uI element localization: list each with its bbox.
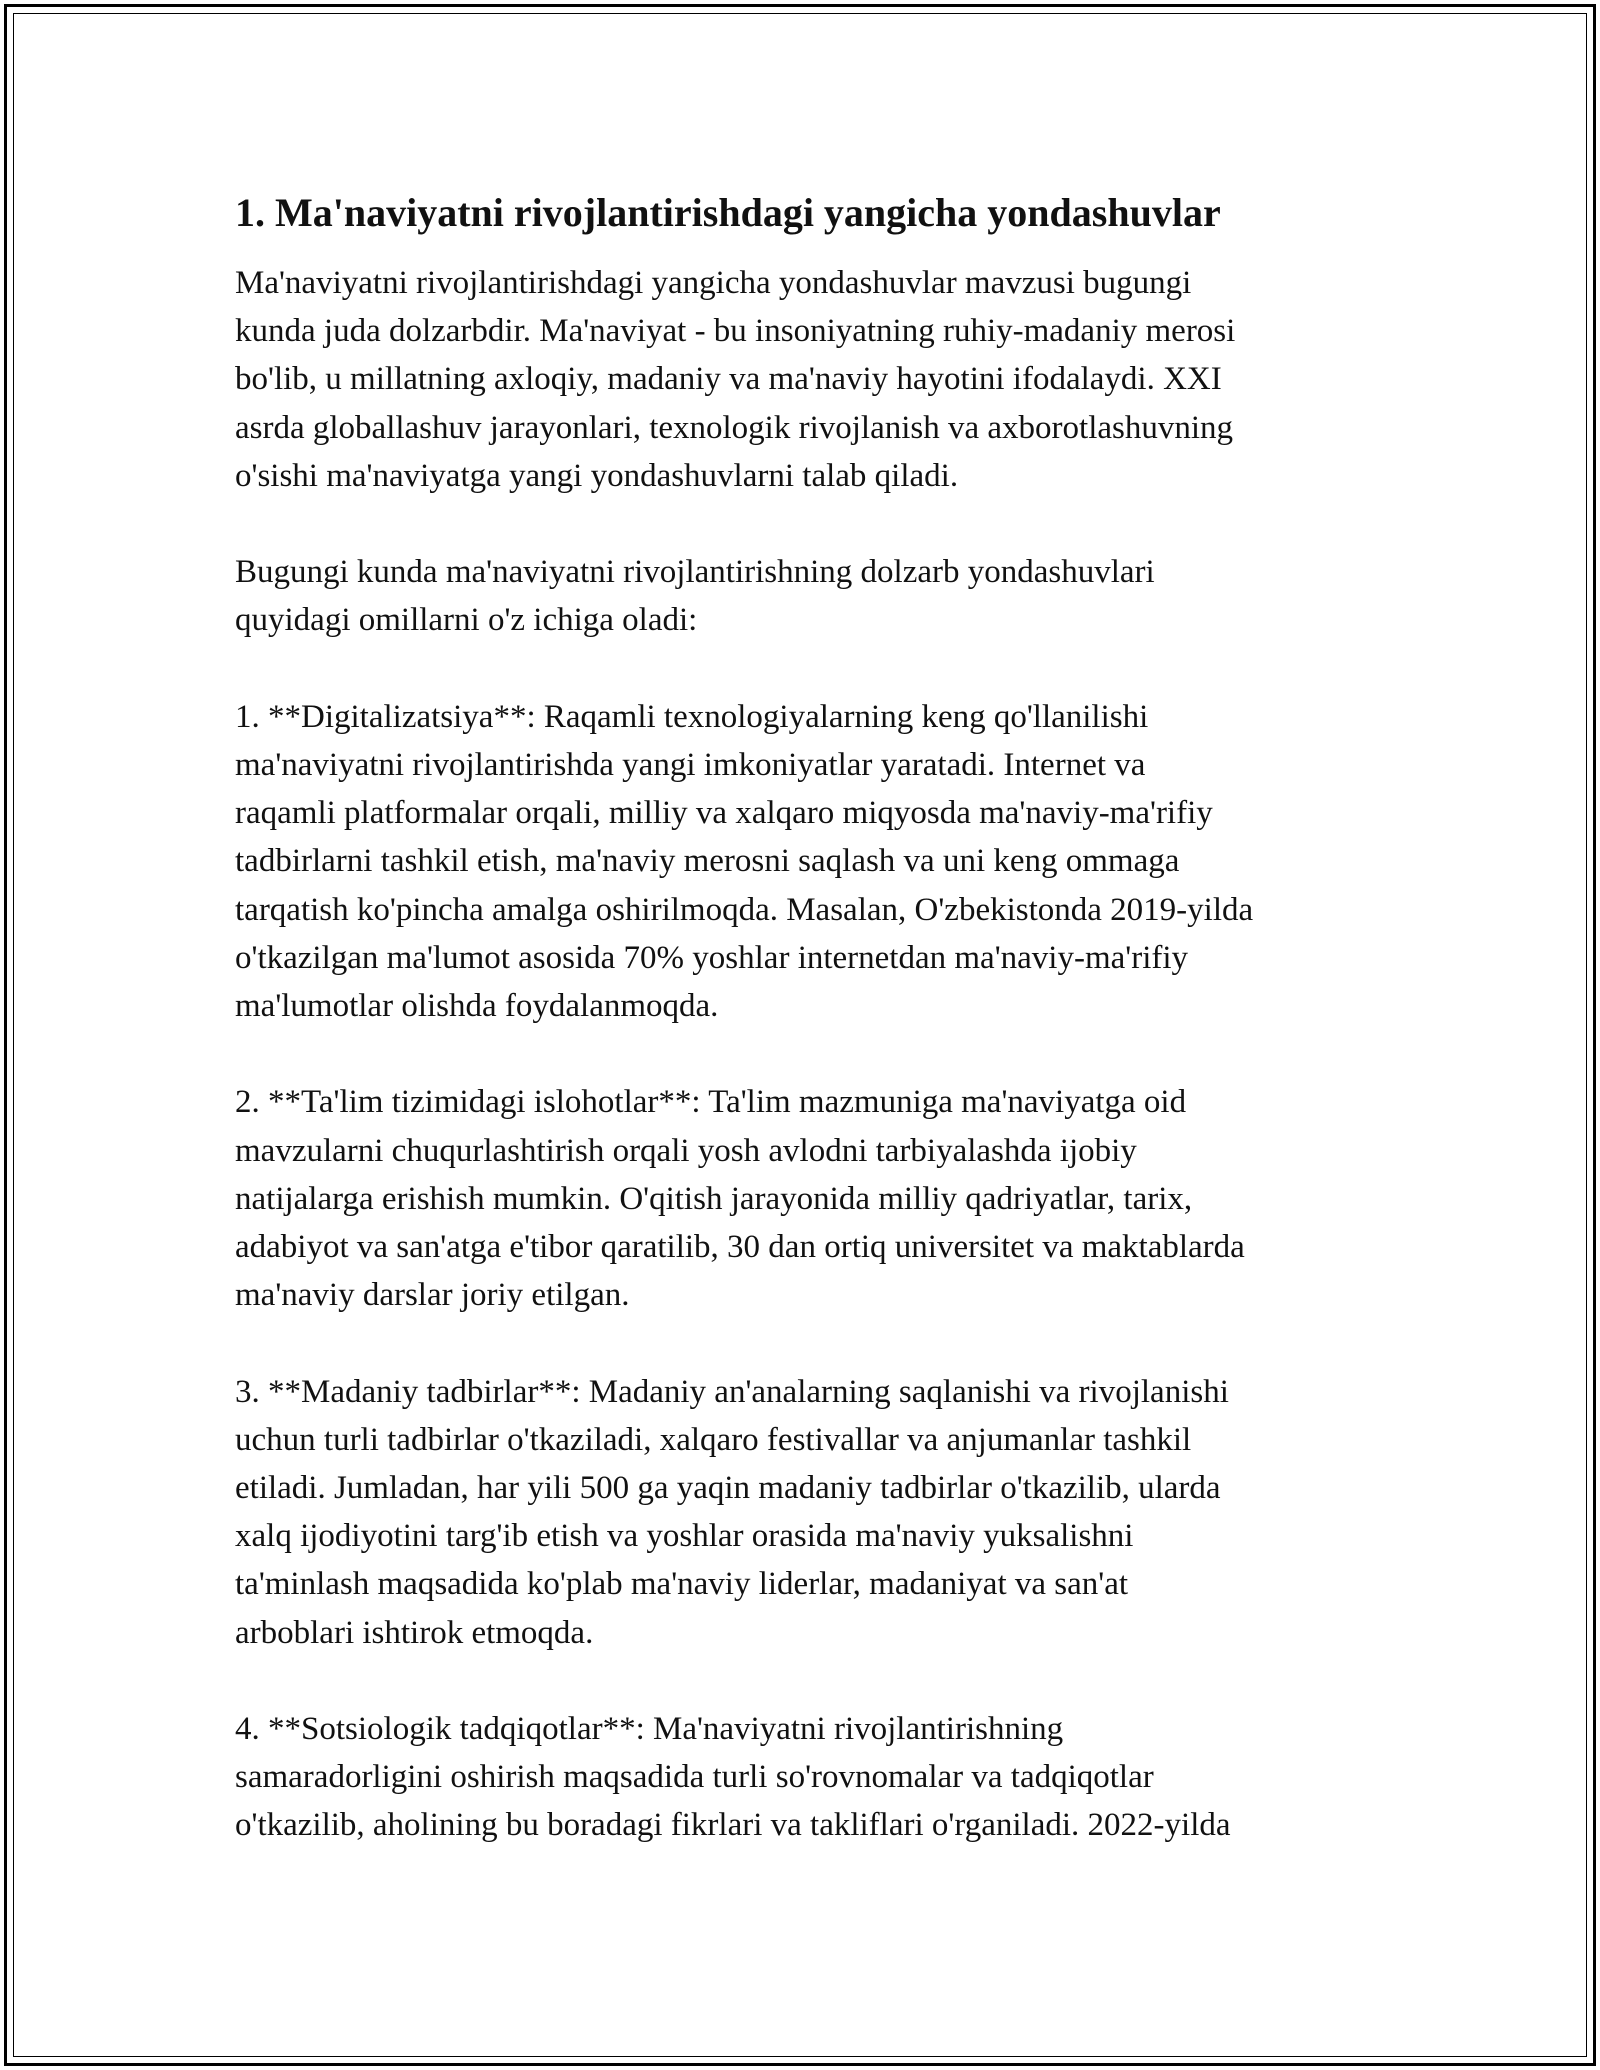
- intro-paragraph: [235, 259, 1395, 500]
- lead-in-paragraph: [235, 548, 1395, 644]
- text-line: ma'naviy darslar joriy etilgan.: [235, 1277, 630, 1314]
- text-line: quyidagi omillarni o'z ichiga oladi:: [235, 602, 698, 639]
- document-body: [235, 185, 1395, 1898]
- text-line: raqamli platformalar orqali, milliy va xalqaro miqyosda ma'naviy-ma'rifiy: [235, 795, 1213, 832]
- list-item-digitalization: [235, 693, 1395, 1030]
- text-line: tarqatish ko'pincha amalga oshirilmoqda. Masalan, O'zbekistonda 2019-yilda: [235, 891, 1254, 928]
- text-line: 2. **Ta'lim tizimidagi islohotlar**: Ta'lim mazmuniga ma'naviyatga oid: [235, 1084, 1187, 1121]
- text-line: samaradorligini oshirish maqsadida turli so'rovnomalar va tadqiqotlar: [235, 1759, 1154, 1796]
- text-line: 3. **Madaniy tadbirlar**: Madaniy an'analarning saqlanishi va rivojlanishi: [235, 1373, 1229, 1410]
- text-line: ta'minlash maqsadida ko'plab ma'naviy liderlar, madaniyat va san'at: [235, 1566, 1129, 1603]
- text-line: uchun turli tadbirlar o'tkaziladi, xalqaro festivallar va anjumanlar tashkil: [235, 1421, 1192, 1458]
- text-line: mavzularni chuqurlashtirish orqali yosh avlodni tarbiyalashda ijobiy: [235, 1132, 1137, 1169]
- list-item-cultural-events: [235, 1368, 1395, 1657]
- text-line: adabiyot va san'atga e'tibor qaratilib, 30 dan ortiq universitet va maktablarda: [235, 1229, 1245, 1266]
- text-line: 4. **Sotsiologik tadqiqotlar**: Ma'naviyatni rivojlantirishning: [235, 1711, 1064, 1748]
- text-line: etiladi. Jumladan, har yili 500 ga yaqin madaniy tadbirlar o'tkazilib, ularda: [235, 1470, 1221, 1507]
- text-line: Bugungi kunda ma'naviyatni rivojlantirishning dolzarb yondashuvlari: [235, 554, 1155, 591]
- text-line: ma'naviyatni rivojlantirishda yangi imkoniyatlar yaratadi. Internet va: [235, 747, 1146, 783]
- document-title: 1. Ma'naviyatni rivojlantirishdagi yangicha yondashuvlar: [235, 190, 1221, 235]
- text-line: 1. **Digitalizatsiya**: Raqamli texnologiyalarning keng qo'llanilishi: [235, 698, 1149, 735]
- text-line: bo'lib, u millatning axloqiy, madaniy va ma'naviy hayotini ifodalaydi. XXI: [235, 361, 1222, 398]
- text-line: Ma'naviyatni rivojlantirishdagi yangicha yondashuvlar mavzusi bugungi: [235, 265, 1192, 301]
- text-line: asrda globallashuv jarayonlari, texnologik rivojlanish va axborotlashuvning: [235, 409, 1234, 446]
- text-line: xalq ijodiyotini targ'ib etish va yoshlar orasida ma'naviy yuksalishni: [235, 1518, 1134, 1555]
- text-line: natijalarga erishish mumkin. O'qitish jarayonida milliy qadriyatlar, tarix,: [235, 1180, 1193, 1217]
- text-line: arboblari ishtirok etmoqda.: [235, 1614, 594, 1651]
- text-line: o'tkazilgan ma'lumot asosida 70% yoshlar internetdan ma'naviy-ma'rifiy: [235, 939, 1189, 976]
- text-line: kunda juda dolzarbdir. Ma'naviyat - bu insoniyatning ruhiy-madaniy merosi: [235, 313, 1236, 350]
- text-line: o'tkazilib, aholining bu boradagi fikrlari va takliflari o'rganiladi. 2022-yilda: [235, 1807, 1231, 1844]
- text-line: o'sishi ma'naviyatga yangi yondashuvlarni talab qiladi.: [235, 457, 959, 494]
- list-item-education-reforms: [235, 1078, 1395, 1319]
- text-line: tadbirlarni tashkil etish, ma'naviy merosni saqlash va uni keng ommaga: [235, 843, 1180, 880]
- text-line: ma'lumotlar olishda foydalanmoqda.: [235, 988, 719, 1025]
- list-item-sociological-research: [235, 1705, 1395, 1850]
